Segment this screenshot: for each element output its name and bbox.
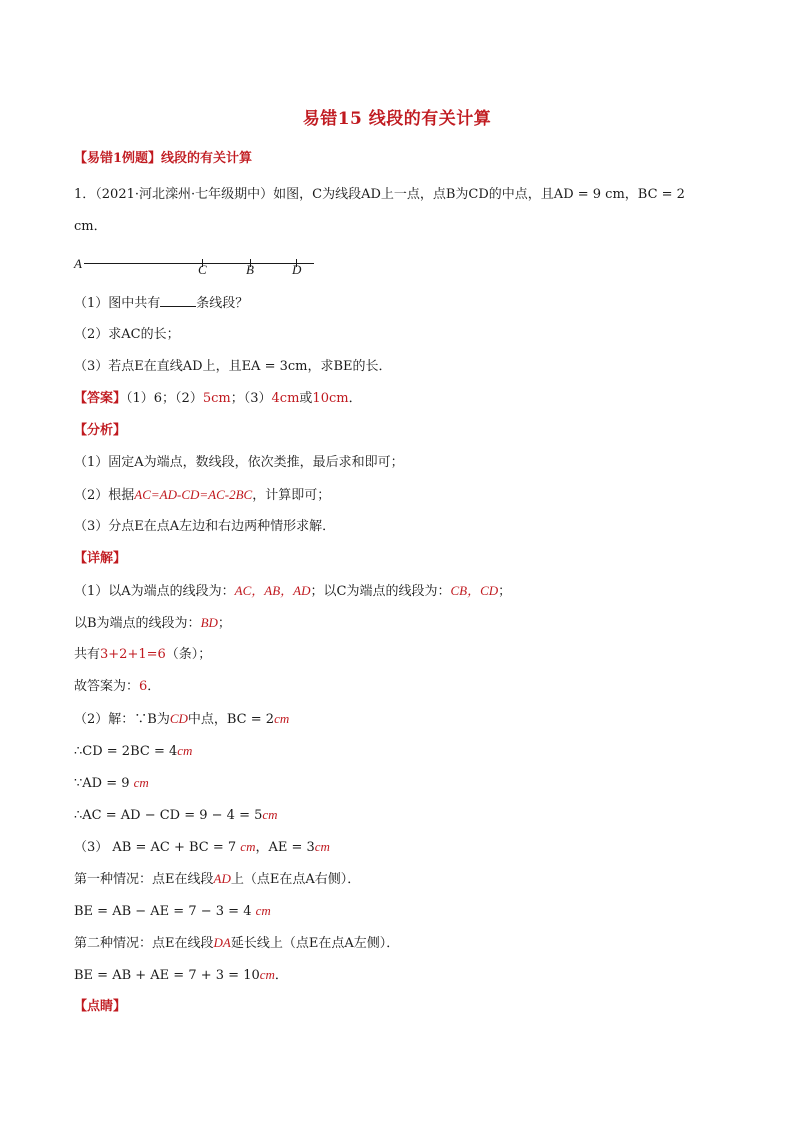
d10a: 第一种情况：点E在线段 — [74, 872, 214, 887]
analysis-label: 【分析】 — [74, 423, 127, 438]
d2c: ； — [217, 616, 231, 631]
details-line3 — [74, 646, 211, 664]
point-label-b: B — [246, 262, 254, 277]
question-3: （3）若点E在直线AD上，且EA = 3cm，求BE的长． — [74, 359, 392, 374]
d11b: cm — [255, 903, 271, 918]
answer-blank — [160, 294, 196, 307]
point-label-a: A — [74, 256, 82, 271]
d13c: ． — [274, 968, 288, 983]
d8b: cm — [262, 807, 278, 822]
details-line10 — [74, 870, 360, 889]
analysis-line2 — [74, 486, 330, 505]
d9b: cm — [240, 839, 256, 854]
details-line5 — [74, 710, 289, 729]
q1-prefix: （1）图中共有 — [74, 296, 161, 311]
section-header: 【易错1例题】线段的有关计算 — [74, 151, 253, 166]
analysis-line1: （1）固定A为端点，数线段，依次类推，最后求和即可； — [74, 455, 404, 470]
d6a: ∴CD = 2BC = 4 — [74, 744, 178, 759]
answer-part3: 或 — [299, 391, 313, 406]
d3a: 共有 — [74, 647, 101, 662]
details-label: 【详解】 — [74, 551, 127, 566]
details-line9 — [74, 838, 330, 857]
details-line4 — [74, 678, 160, 696]
analysis-formula: AC=AD-CD=AC-2BC — [134, 487, 253, 502]
d1b: AC，AB，AD — [234, 583, 311, 598]
details-line8 — [74, 806, 278, 825]
d13b: cm — [259, 967, 275, 982]
analysis-line2-suffix: ，计算即可； — [252, 488, 331, 503]
d12b: DA — [213, 935, 231, 950]
d10b: AD — [213, 871, 231, 886]
d12a: 第二种情况：点E在线段 — [74, 936, 214, 951]
d12c: 延长线上（点E在点A左侧）． — [230, 936, 400, 951]
d8a: ∴AC = AD − CD = 9 − 4 = 5 — [74, 808, 263, 823]
point-label-d: D — [292, 262, 302, 277]
analysis-line2-prefix: （2）根据 — [74, 488, 135, 503]
d9c: ，AE = 3 — [255, 840, 315, 855]
segment-figure — [74, 254, 314, 280]
details-line12 — [74, 934, 399, 953]
details-line2 — [74, 614, 231, 633]
question-1 — [74, 294, 248, 313]
d9d: cm — [314, 839, 330, 854]
d5d: cm — [274, 711, 290, 726]
answer-value-2: 5cm — [202, 391, 231, 406]
details-line6 — [74, 742, 192, 761]
d13a: BE = AB + AE = 7 + 3 = 10 — [74, 968, 260, 983]
answer-line — [74, 390, 362, 408]
d1e: ； — [498, 584, 512, 599]
question-2: （2）求AC的长； — [74, 327, 180, 342]
details-line7 — [74, 774, 149, 793]
details-line1 — [74, 582, 511, 601]
comment-label: 【点睛】 — [74, 999, 127, 1014]
problem-stem-line1: 1．（2021·河北滦州·七年级期中）如图，C为线段AD上一点，点B为CD的中点，且AD = 9 cm，BC = 2 — [74, 187, 685, 202]
answer-value-3b: 10cm — [312, 391, 349, 406]
d5c: 中点，BC = 2 — [187, 712, 275, 727]
d5b: CD — [169, 711, 188, 726]
point-label-c: C — [198, 262, 207, 277]
answer-label: 【答案】 — [74, 391, 127, 406]
answer-value-3a: 4cm — [271, 391, 300, 406]
d10c: 上（点E在点A右侧）． — [230, 872, 361, 887]
d7a: ∵AD = 9 — [74, 776, 134, 791]
answer-part1: （1）6；（2） — [126, 391, 203, 406]
d3c: （条）； — [165, 647, 212, 662]
d4b: 6 — [139, 679, 148, 694]
q1-suffix: 条线段？ — [196, 296, 249, 311]
d1c: ；以C为端点的线段为： — [310, 584, 451, 599]
d4a: 故答案为： — [74, 679, 140, 694]
d1a: （1）以A为端点的线段为： — [74, 584, 235, 599]
details-line11 — [74, 902, 271, 921]
d2a: 以B为端点的线段为： — [74, 616, 201, 631]
answer-part2: ；（3） — [230, 391, 272, 406]
analysis-line3: （3）分点E在点A左边和右边两种情形求解． — [74, 519, 336, 534]
d5a: （2）解：∵B为 — [74, 712, 170, 727]
d3b: 3+2+1=6 — [100, 647, 166, 662]
details-line13 — [74, 966, 288, 985]
d2b: BD — [200, 615, 218, 630]
problem-stem-line2: cm． — [74, 219, 107, 234]
d6b: cm — [177, 743, 193, 758]
page-title: 易错15 线段的有关计算 — [302, 109, 492, 129]
d4c: ． — [147, 679, 161, 694]
d9a: （3） AB = AC + BC = 7 — [74, 840, 241, 855]
d11a: BE = AB − AE = 7 − 3 = 4 — [74, 904, 256, 919]
d7b: cm — [133, 775, 149, 790]
d1d: CB，CD — [450, 583, 499, 598]
answer-part4: ． — [348, 391, 362, 406]
